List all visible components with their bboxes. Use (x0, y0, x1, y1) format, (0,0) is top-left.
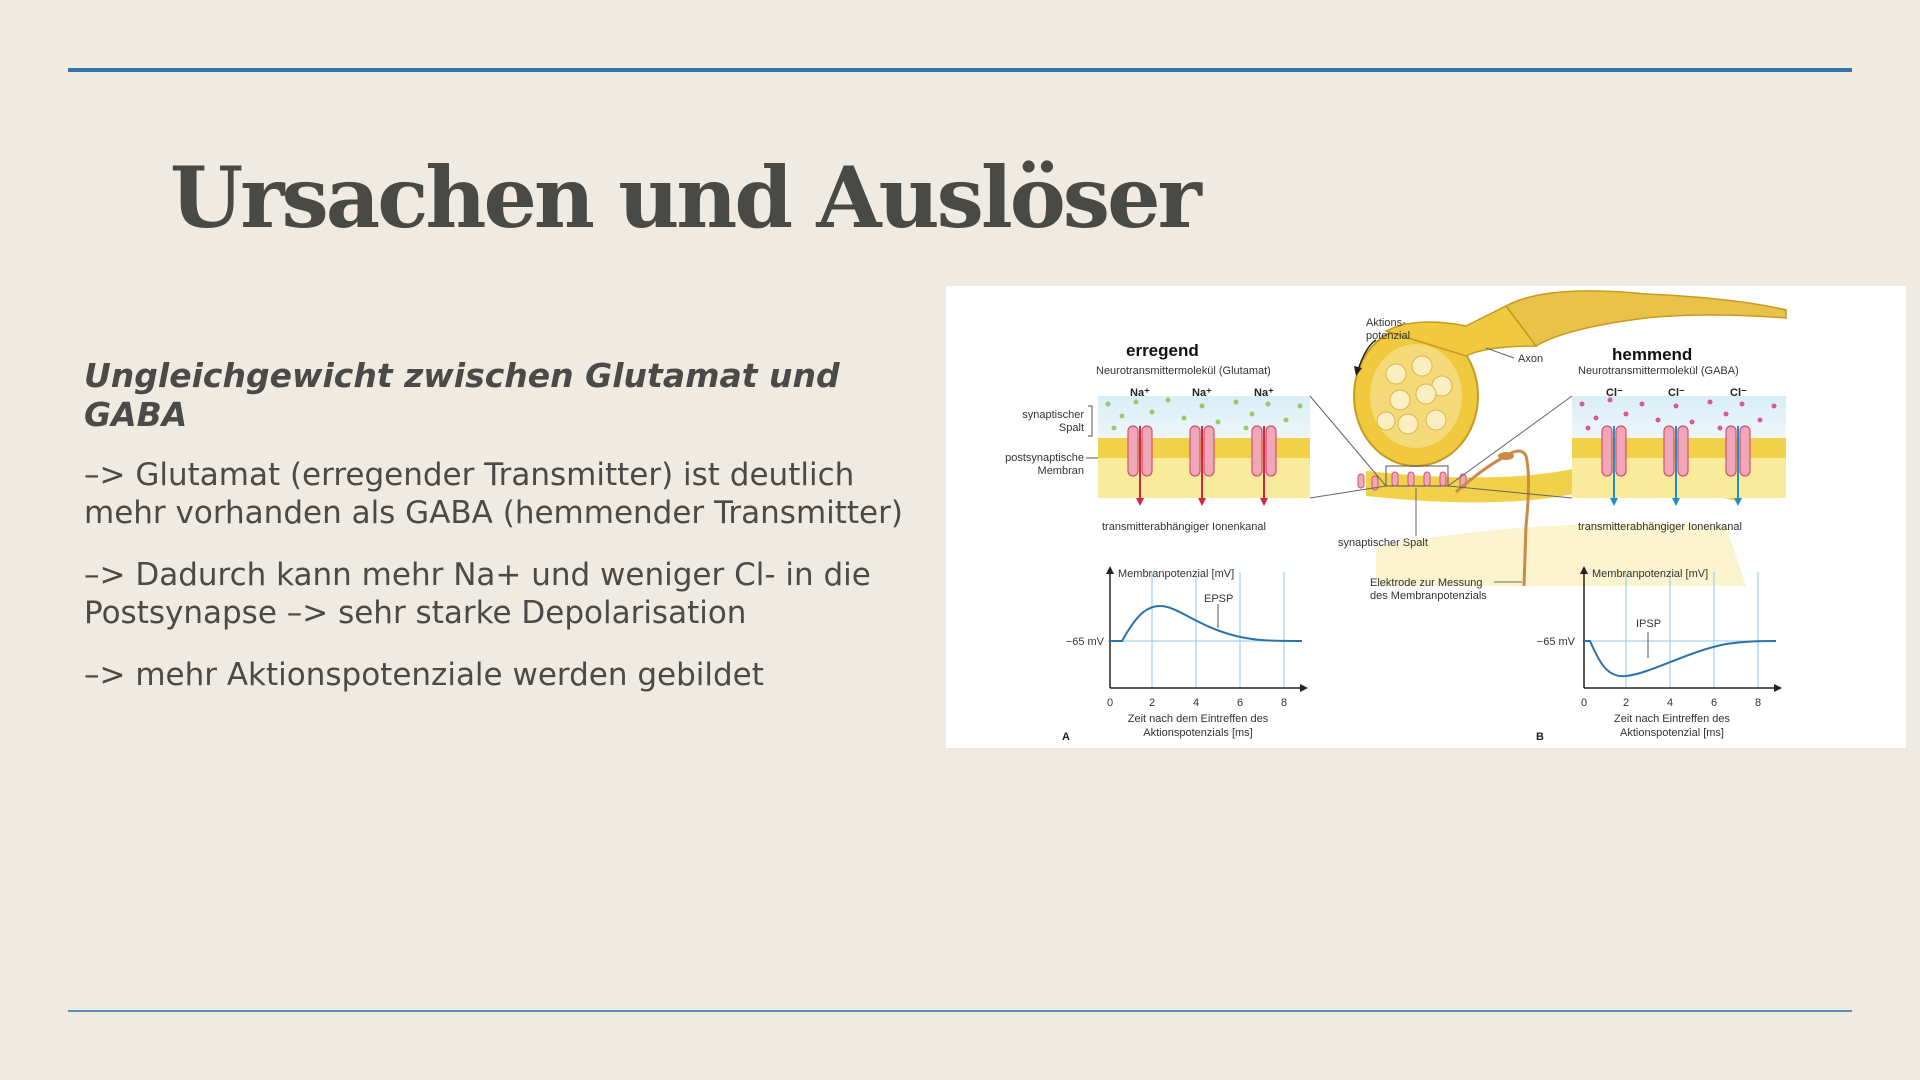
graph-b-xtick: 4 (1666, 697, 1674, 709)
ion-label-cl: Cl⁻ (1730, 387, 1747, 399)
label-elektrode-2: des Membranpotenzials (1370, 590, 1487, 602)
graph-a-xlabel-2: Aktionspotenzials [ms] (1143, 727, 1253, 739)
panel-label-a: A (1062, 731, 1070, 743)
graph-b-xtick: 8 (1754, 697, 1762, 709)
top-rule (68, 68, 1852, 72)
graph-a-baseline: −65 mV (1065, 636, 1104, 648)
slide-title: Ursachen und Auslöser (170, 148, 1199, 247)
paragraph-glutamat: –> Glutamat (erregender Transmitter) ist deutlich mehr vorhanden als GABA (hemmender Transmitter) (84, 457, 903, 531)
graph-a-xtick: 2 (1148, 697, 1156, 709)
label-potenzial: potenzial (1366, 330, 1411, 342)
graph-b-xtick: 6 (1710, 697, 1718, 709)
graph-b-ylabel: Membranpotenzial [mV] (1592, 568, 1709, 580)
label-elektrode-1: Elektrode zur Messung (1370, 577, 1483, 589)
graph-b-baseline: −65 mV (1536, 636, 1575, 648)
ion-label-na: Na⁺ (1192, 387, 1212, 399)
graph-a-ylabel: Membranpotenzial [mV] (1118, 568, 1235, 580)
label-postsynaptische: postsynaptische (1005, 452, 1084, 464)
handwritten-hemmend: hemmend (1612, 345, 1693, 364)
synapse-figure (946, 286, 1906, 748)
handwritten-erregend: erregend (1126, 341, 1199, 360)
bottom-rule (68, 1010, 1852, 1012)
graph-b-xlabel-1: Zeit nach Eintreffen des (1614, 713, 1730, 725)
graph-b-xtick: 2 (1622, 697, 1630, 709)
graph-b-xtick: 0 (1580, 697, 1588, 709)
graph-ipsp (1536, 566, 1782, 743)
excitatory-membrane-panel (1098, 387, 1310, 506)
label-synaptischer: synaptischer (1022, 409, 1084, 421)
label-synaptischer-spalt: synaptischer Spalt (1338, 537, 1428, 549)
graph-b-xlabel-2: Aktionspotenzial [ms] (1620, 727, 1724, 739)
graph-a-xtick: 6 (1236, 697, 1244, 709)
subheading: Ungleichgewicht zwischen Glutamat und GABA (84, 356, 840, 434)
ion-label-na: Na⁺ (1130, 387, 1150, 399)
ion-label-cl: Cl⁻ (1668, 387, 1685, 399)
ion-label-na: Na⁺ (1254, 387, 1274, 399)
inhibitory-membrane-panel (1572, 387, 1786, 506)
label-neurotransmitter-glutamat: Neurotransmittermolekül (Glutamat) (1096, 365, 1271, 377)
graph-a-xtick: 8 (1280, 697, 1288, 709)
graph-a-xlabel-1: Zeit nach dem Eintreffen des (1127, 713, 1269, 725)
text-column (84, 356, 924, 718)
graph-b-curve-label: IPSP (1636, 618, 1662, 630)
paragraph-aktionspotenziale: –> mehr Aktionspotenziale werden gebildet (84, 657, 764, 693)
paragraph-depolarisation: –> Dadurch kann mehr Na+ und weniger Cl- in die Postsynapse –> sehr starke Depolarisation (84, 557, 871, 631)
ion-label-cl: Cl⁻ (1606, 387, 1623, 399)
panel-label-b: B (1536, 731, 1544, 743)
synapse-illustration (946, 286, 1906, 748)
label-aktions: Aktions- (1366, 317, 1406, 329)
label-neurotransmitter-gaba: Neurotransmittermolekül (GABA) (1578, 365, 1739, 377)
label-spalt: Spalt (1058, 422, 1084, 434)
label-axon: Axon (1518, 353, 1544, 365)
label-ionenkanal-left: transmitterabhängiger Ionenkanal (1102, 521, 1266, 533)
graph-a-curve-label: EPSP (1204, 593, 1234, 605)
graph-a-xtick: 4 (1192, 697, 1200, 709)
label-ionenkanal-right: transmitterabhängiger Ionenkanal (1578, 521, 1742, 533)
graph-epsp (1062, 566, 1308, 743)
graph-a-xtick: 0 (1106, 697, 1114, 709)
label-membran: Membran (1037, 465, 1084, 477)
